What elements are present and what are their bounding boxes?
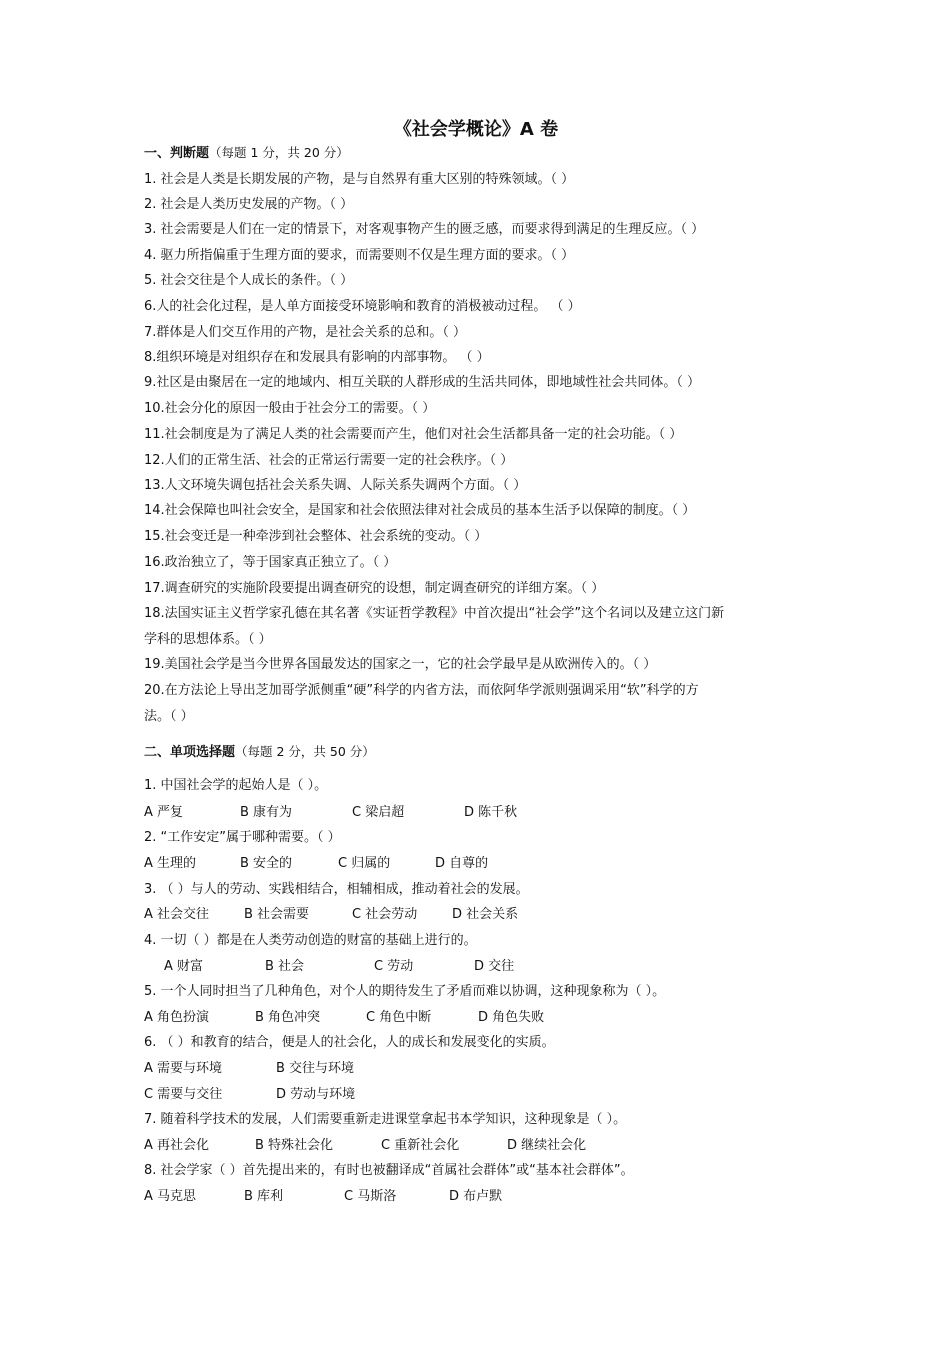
- choice-question-4: 4. 一切（ ）都是在人类劳动创造的财富的基础上进行的。: [144, 933, 477, 948]
- section1-heading-note: （每题 1 分，共 20 分）: [209, 145, 349, 160]
- judgment-item-14: 14.社会保障也叫社会安全，是国家和社会依照法律对社会成员的基本生活予以保障的制度。（ ）: [144, 503, 696, 518]
- option-d: D 角色失败: [478, 1010, 545, 1025]
- option-a: A 角色扮演: [144, 1010, 210, 1025]
- choice-question-2: 2. “工作安定”属于哪种需要。（ ）: [144, 830, 341, 845]
- option-d: D 自尊的: [435, 856, 489, 871]
- section1-heading: [144, 144, 349, 163]
- choice-options-4: [144, 958, 844, 976]
- option-a: A 社会交往: [144, 907, 210, 922]
- option-a: A 生理的: [144, 856, 197, 871]
- choice-question-7: 7. 随着科学技术的发展，人们需要重新走进课堂拿起书本学知识，这种现象是（ ）。: [144, 1112, 627, 1127]
- section2-heading: [144, 743, 375, 762]
- option-b: B 康有为: [240, 805, 293, 820]
- judgment-item-3: 3. 社会需要是人们在一定的情景下，对客观事物产生的匮乏感，而要求得到满足的生理反应。（ ）: [144, 222, 705, 237]
- judgment-item-5: 5. 社会交往是个人成长的条件。（ ）: [144, 273, 354, 288]
- option-c: C 需要与交往: [144, 1087, 223, 1102]
- option-c: C 重新社会化: [381, 1138, 460, 1153]
- option-c: C 角色中断: [366, 1010, 432, 1025]
- judgment-item-20-cont: 法。（ ）: [144, 709, 194, 724]
- option-b: B 社会需要: [244, 907, 310, 922]
- judgment-item-4: 4. 驱力所指偏重于生理方面的要求，而需要则不仅是生理方面的要求。（ ）: [144, 248, 575, 263]
- choice-options-5: [144, 1009, 844, 1027]
- section2-heading-label: 二、单项选择题: [144, 745, 236, 760]
- option-a: A 需要与环境: [144, 1061, 223, 1076]
- option-d: D 继续社会化: [507, 1138, 587, 1153]
- choice-question-3: 3. （ ）与人的劳动、实践相结合，相辅相成，推动着社会的发展。: [144, 882, 529, 897]
- option-c: C 梁启超: [352, 805, 405, 820]
- judgment-item-18: 18.法国实证主义哲学家孔德在其名著《实证哲学教程》中首次提出“社会学”这个名词以及建立这门新: [144, 606, 725, 621]
- choice-options-3: [144, 906, 844, 924]
- choice-options-6b: [144, 1086, 844, 1104]
- choice-question-6: 6. （ ）和教育的结合，便是人的社会化，人的成长和发展变化的实质。: [144, 1035, 555, 1050]
- judgment-item-11: 11.社会制度是为了满足人类的社会需要而产生，他们对社会生活都具备一定的社会功能。（ ）: [144, 427, 683, 442]
- option-b: B 角色冲突: [255, 1010, 321, 1025]
- option-c: C 归属的: [338, 856, 391, 871]
- judgment-item-10: 10.社会分化的原因一般由于社会分工的需要。（ ）: [144, 401, 436, 416]
- option-b: B 社会: [265, 959, 305, 974]
- judgment-item-16: 16.政治独立了，等于国家真正独立了。（ ）: [144, 555, 397, 570]
- option-b: B 库利: [244, 1189, 284, 1204]
- choice-options-7: [144, 1137, 844, 1155]
- option-a: A 再社会化: [144, 1138, 210, 1153]
- option-c: C 劳动: [374, 959, 414, 974]
- option-d: D 陈千秋: [464, 805, 518, 820]
- choice-options-1: [144, 804, 844, 822]
- option-b: B 安全的: [240, 856, 293, 871]
- option-d: D 社会关系: [452, 907, 519, 922]
- judgment-item-7: 7.群体是人们交互作用的产物，是社会关系的总和。（ ）: [144, 325, 467, 340]
- judgment-item-18-cont: 学科的思想体系。（ ）: [144, 632, 272, 647]
- choice-question-8: 8. 社会学家（ ）首先提出来的，有时也被翻译成“首属社会群体”或“基本社会群体”。: [144, 1163, 634, 1178]
- judgment-item-8: 8.组织环境是对组织存在和发展具有影响的内部事物。 （ ）: [144, 350, 490, 365]
- judgment-item-17: 17.调查研究的实施阶段要提出调查研究的设想，制定调查研究的详细方案。（ ）: [144, 581, 605, 596]
- choice-options-6a: [144, 1060, 844, 1078]
- option-a: A 马克思: [144, 1189, 197, 1204]
- option-a: A 财富: [164, 959, 204, 974]
- option-d: D 布卢默: [449, 1189, 503, 1204]
- judgment-item-13: 13.人文环境失调包括社会关系失调、人际关系失调两个方面。（ ）: [144, 478, 527, 493]
- judgment-item-1: 1. 社会是人类是长期发展的产物，是与自然界有重大区别的特殊领域。（ ）: [144, 172, 575, 187]
- option-a: A 严复: [144, 805, 184, 820]
- option-b: B 交往与环境: [276, 1061, 355, 1076]
- option-c: C 马斯洛: [344, 1189, 397, 1204]
- option-c: C 社会劳动: [352, 907, 418, 922]
- judgment-item-9: 9.社区是由聚居在一定的地域内、相互关联的人群形成的生活共同体，即地域性社会共同体。（ ）: [144, 375, 701, 390]
- judgment-item-12: 12.人们的正常生活、社会的正常运行需要一定的社会秩序。（ ）: [144, 453, 514, 468]
- choice-question-1: 1. 中国社会学的起始人是（ ）。: [144, 778, 328, 793]
- option-d: D 劳动与环境: [276, 1087, 356, 1102]
- section1-heading-label: 一、判断题: [144, 146, 210, 161]
- choice-question-5: 5. 一个人同时担当了几种角色，对个人的期待发生了矛盾而难以协调，这种现象称为（ ）。: [144, 984, 666, 999]
- judgment-item-15: 15.社会变迁是一种牵涉到社会整体、社会系统的变动。（ ）: [144, 529, 488, 544]
- judgment-item-19: 19.美国社会学是当今世界各国最发达的国家之一，它的社会学最早是从欧洲传入的。（ ）: [144, 657, 657, 672]
- choice-options-2: [144, 855, 844, 873]
- option-b: B 特殊社会化: [255, 1138, 334, 1153]
- page-title: 《社会学概论》A 卷: [393, 119, 559, 140]
- judgment-item-20: 20.在方法论上导出芝加哥学派侧重“硬”科学的内省方法，而依阿华学派则强调采用“软”科学的方: [144, 683, 699, 698]
- option-d: D 交往: [474, 959, 515, 974]
- choice-options-8: [144, 1188, 844, 1206]
- judgment-item-2: 2. 社会是人类历史发展的产物。（ ）: [144, 197, 354, 212]
- judgment-item-6: 6.人的社会化过程，是人单方面接受环境影响和教育的消极被动过程。 （ ）: [144, 299, 581, 314]
- section2-heading-note: （每题 2 分，共 50 分）: [235, 744, 375, 759]
